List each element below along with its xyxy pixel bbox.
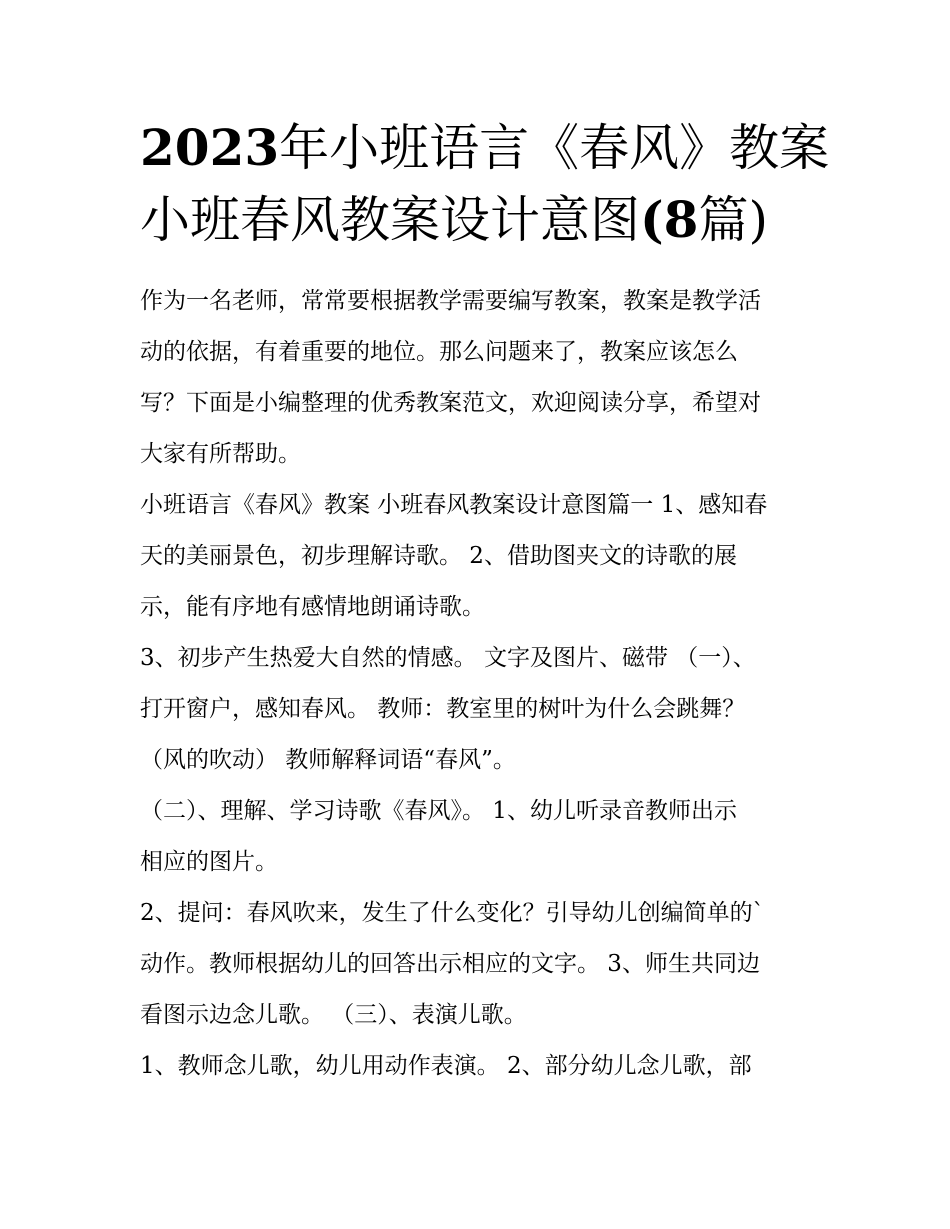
text-line: 大家有所帮助。	[140, 441, 301, 467]
text-line: 3、初步产生热爱大自然的情感。 文字及图片、磁带 （一）、	[140, 645, 756, 671]
text-line: 动的依据，有着重要的地位。那么问题来了，教案应该怎么	[140, 339, 738, 365]
paragraph-question	[140, 888, 815, 1041]
text-line: 动作。教师根据幼儿的回答出示相应的文字。 3、师生共同边	[140, 951, 760, 977]
text-line: 作为一名老师，常常要根据教学需要编写教案，教案是教学活	[140, 288, 761, 314]
text-line: 示，能有序地有感情地朗诵诗歌。	[140, 594, 485, 620]
text-line: 天的美丽景色，初步理解诗歌。 2、借助图夹文的诗歌的展	[140, 543, 737, 569]
title-count: (8	[640, 190, 699, 249]
paragraph-goal-three	[140, 633, 815, 786]
text-line: 小班语言《春风》教案 小班春风教案设计意图篇一 1、感知春	[140, 492, 768, 518]
document-body	[140, 276, 815, 1092]
document-title	[140, 112, 830, 256]
title-line-1-text: 年小班语言《春风》教案	[279, 119, 830, 177]
title-line-2-text: 小班春风教案设计意图	[140, 191, 640, 249]
text-line: （风的吹动） 教师解释词语“春风”。	[140, 747, 516, 773]
text-line: 看图示边念儿歌。 （三）、表演儿歌。	[140, 1002, 527, 1028]
text-line: 打开窗户，感知春风。 教师：教室里的树叶为什么会跳舞？	[140, 696, 746, 722]
paragraph-performance	[140, 1041, 815, 1092]
text-line: （二）、理解、学习诗歌《春风》。 1、幼儿听录音教师出示	[140, 798, 737, 824]
paragraph-section-one	[140, 480, 815, 633]
text-line: 2、提问：春风吹来，发生了什么变化？引导幼儿创编简单的`	[140, 900, 765, 926]
text-line: 1、教师念儿歌，幼儿用动作表演。 2、部分幼儿念儿歌，部	[140, 1053, 752, 1079]
paragraph-step-two	[140, 786, 815, 888]
text-line: 写？下面是小编整理的优秀教案范文，欢迎阅读分享，希望对	[140, 390, 761, 416]
title-line-1	[140, 112, 830, 184]
title-year: 2023	[140, 118, 280, 177]
text-line: 相应的图片。	[140, 849, 278, 875]
title-line-2	[140, 184, 820, 256]
title-line-2-suffix: 篇)	[698, 191, 768, 249]
paragraph-intro	[140, 276, 815, 480]
